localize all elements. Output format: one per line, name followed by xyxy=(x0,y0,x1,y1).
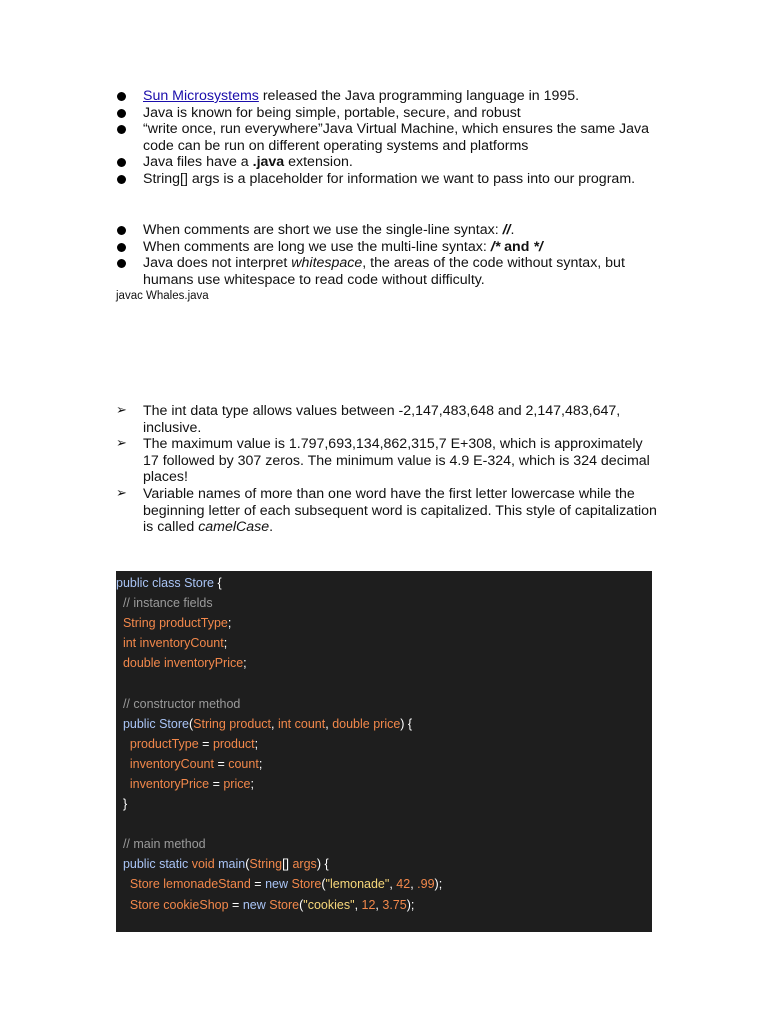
code-token: count xyxy=(294,716,326,731)
code-token: "cookies" xyxy=(303,897,355,912)
code-token: Store xyxy=(159,716,189,731)
code-token: new xyxy=(242,897,270,912)
code-token: , xyxy=(271,716,278,731)
code-line xyxy=(116,593,652,613)
code-token: String xyxy=(193,716,230,731)
code-token: // constructor method xyxy=(116,696,241,711)
code-line xyxy=(116,854,652,874)
text-segment: extension. xyxy=(284,154,353,171)
code-token: ( xyxy=(245,857,250,872)
code-token: public xyxy=(116,716,160,731)
code-token: double xyxy=(116,656,164,671)
code-line xyxy=(116,573,652,593)
code-token: = xyxy=(250,877,266,892)
text-segment: /* xyxy=(490,238,501,255)
code-token: inventoryPrice xyxy=(163,656,244,671)
text-segment: When comments are short we use the single-line syntax: xyxy=(143,222,503,238)
code-line xyxy=(116,754,652,774)
code-token: = xyxy=(209,776,224,791)
code-token: ( xyxy=(188,716,194,731)
text-segment: Java is known for being simple, portable, secure, and robust xyxy=(143,104,521,121)
code-line xyxy=(116,814,652,834)
list-item xyxy=(117,88,657,105)
code-line xyxy=(116,734,652,754)
code-token: int xyxy=(277,716,295,731)
code-line xyxy=(116,673,652,693)
code-token: inventoryCount xyxy=(116,756,214,771)
text-segment: released the Java programming language in 1995. xyxy=(258,88,580,104)
code-token: ( xyxy=(299,897,304,912)
code-token: [] xyxy=(282,857,293,872)
text-segment: // xyxy=(502,222,511,238)
code-token: productType xyxy=(116,736,199,751)
code-line xyxy=(116,694,652,714)
code-token: .99 xyxy=(417,877,435,892)
code-token: public class xyxy=(116,576,185,590)
list-item xyxy=(117,171,657,188)
code-token: ( xyxy=(321,877,326,892)
code-token: // instance fields xyxy=(116,596,213,611)
text-segment: .java xyxy=(252,154,285,171)
code-token: { xyxy=(213,576,222,590)
code-token: ; xyxy=(243,656,247,671)
code-token: productType xyxy=(159,616,228,631)
list-item xyxy=(117,154,657,171)
sun-microsystems-link[interactable]: Sun Microsystems xyxy=(143,88,259,104)
list-item xyxy=(117,436,657,486)
code-token: price xyxy=(223,776,251,791)
list-item xyxy=(117,239,657,256)
code-token: 12 xyxy=(361,897,376,912)
code-token: price xyxy=(373,716,401,731)
code-line xyxy=(116,895,652,915)
compile-command: javac Whales.java xyxy=(116,290,209,302)
list-item xyxy=(117,222,657,239)
code-token: , xyxy=(375,897,383,912)
text-segment: whitespace xyxy=(291,255,363,272)
code-token: inventoryPrice xyxy=(116,776,210,791)
code-token: new xyxy=(265,877,292,892)
code-token: Store xyxy=(116,897,164,912)
code-token: double xyxy=(332,716,374,731)
code-token: void xyxy=(191,857,219,872)
code-line xyxy=(116,834,652,854)
code-line xyxy=(116,794,652,814)
code-token: args xyxy=(292,857,317,872)
code-token: = xyxy=(228,897,243,912)
code-token: 3.75 xyxy=(382,897,407,912)
code-token: ) { xyxy=(400,716,413,731)
text-segment: String[] args is a placeholder for information we want to pass into our program. xyxy=(143,170,636,187)
code-line xyxy=(116,714,652,734)
code-token: Store xyxy=(116,877,164,892)
code-token: ; xyxy=(258,756,263,771)
code-token: = xyxy=(198,736,213,751)
code-token: cookieShop xyxy=(163,897,229,912)
text-segment: The int data type allows values between -2,147,483,648 and 2,147,483,647, inclusive. xyxy=(143,403,621,436)
list-item xyxy=(117,121,657,154)
text-segment: Java files have a xyxy=(143,154,253,171)
code-token: } xyxy=(116,797,128,812)
code-token: int xyxy=(116,636,140,651)
text-segment: */ xyxy=(533,238,543,255)
code-token: ) { xyxy=(316,857,329,872)
code-token: ; xyxy=(254,736,259,751)
code-line xyxy=(116,633,652,653)
text-segment: Variable names of more than one word have the first letter lowercase while the beginning letter of each subsequent word is capitalized. This style of capitalization is called xyxy=(143,485,657,536)
code-token: ); xyxy=(406,897,415,912)
code-token: , xyxy=(410,877,418,892)
code-token: main xyxy=(218,857,246,872)
code-line xyxy=(116,874,652,894)
data-types-bullet-list xyxy=(117,403,657,536)
code-token: ); xyxy=(434,877,443,892)
code-token: ; xyxy=(250,776,254,791)
list-item xyxy=(117,105,657,122)
comments-bullet-list xyxy=(117,222,657,288)
code-token: , xyxy=(325,716,333,731)
code-token: Store xyxy=(269,897,300,912)
code-token: "lemonade" xyxy=(325,877,390,892)
code-token: , xyxy=(389,877,397,892)
code-token: public static xyxy=(116,857,192,872)
text-segment: When comments are long we use the multi-line syntax: xyxy=(143,238,491,255)
text-segment: and xyxy=(500,238,534,255)
code-token: 42 xyxy=(396,877,411,892)
code-token: ; xyxy=(227,616,232,631)
list-item xyxy=(117,486,657,536)
code-token: count xyxy=(228,756,259,771)
code-line xyxy=(116,653,652,673)
code-token: ; xyxy=(223,636,228,651)
code-token: lemonadeStand xyxy=(163,877,251,892)
text-segment: camelCase xyxy=(198,519,270,536)
code-token: product xyxy=(229,716,271,731)
code-token: inventoryCount xyxy=(139,636,224,651)
code-token: Store xyxy=(291,877,322,892)
code-token: = xyxy=(213,756,229,771)
code-token: String xyxy=(249,857,283,872)
code-line xyxy=(116,774,652,794)
list-item xyxy=(117,255,657,288)
code-token: String xyxy=(116,616,160,631)
code-token: product xyxy=(212,736,255,751)
text-segment: . xyxy=(510,222,515,238)
code-token: Store xyxy=(184,576,214,590)
text-segment: , the areas of the code without syntax, but humans use whitespace to read code without difficulty. xyxy=(143,255,625,288)
text-segment: . xyxy=(269,519,274,536)
code-token: , xyxy=(354,897,362,912)
code-line xyxy=(116,613,652,633)
text-segment: The maximum value is 1.797,693,134,862,315,7 E+308, which is approximately 17 followed by 307 zeros. The minimum value is 4.9 E-324, which is 324 decimal places! xyxy=(143,436,650,486)
code-block xyxy=(116,571,652,932)
text-segment: Java does not interpret xyxy=(143,255,292,272)
list-item xyxy=(117,403,657,436)
code-token: // main method xyxy=(116,837,206,852)
text-segment: “write once, run everywhere”Java Virtual Machine, which ensures the same Java code can be run on different operating systems and platforms xyxy=(143,121,649,154)
intro-bullet-list xyxy=(117,88,657,188)
